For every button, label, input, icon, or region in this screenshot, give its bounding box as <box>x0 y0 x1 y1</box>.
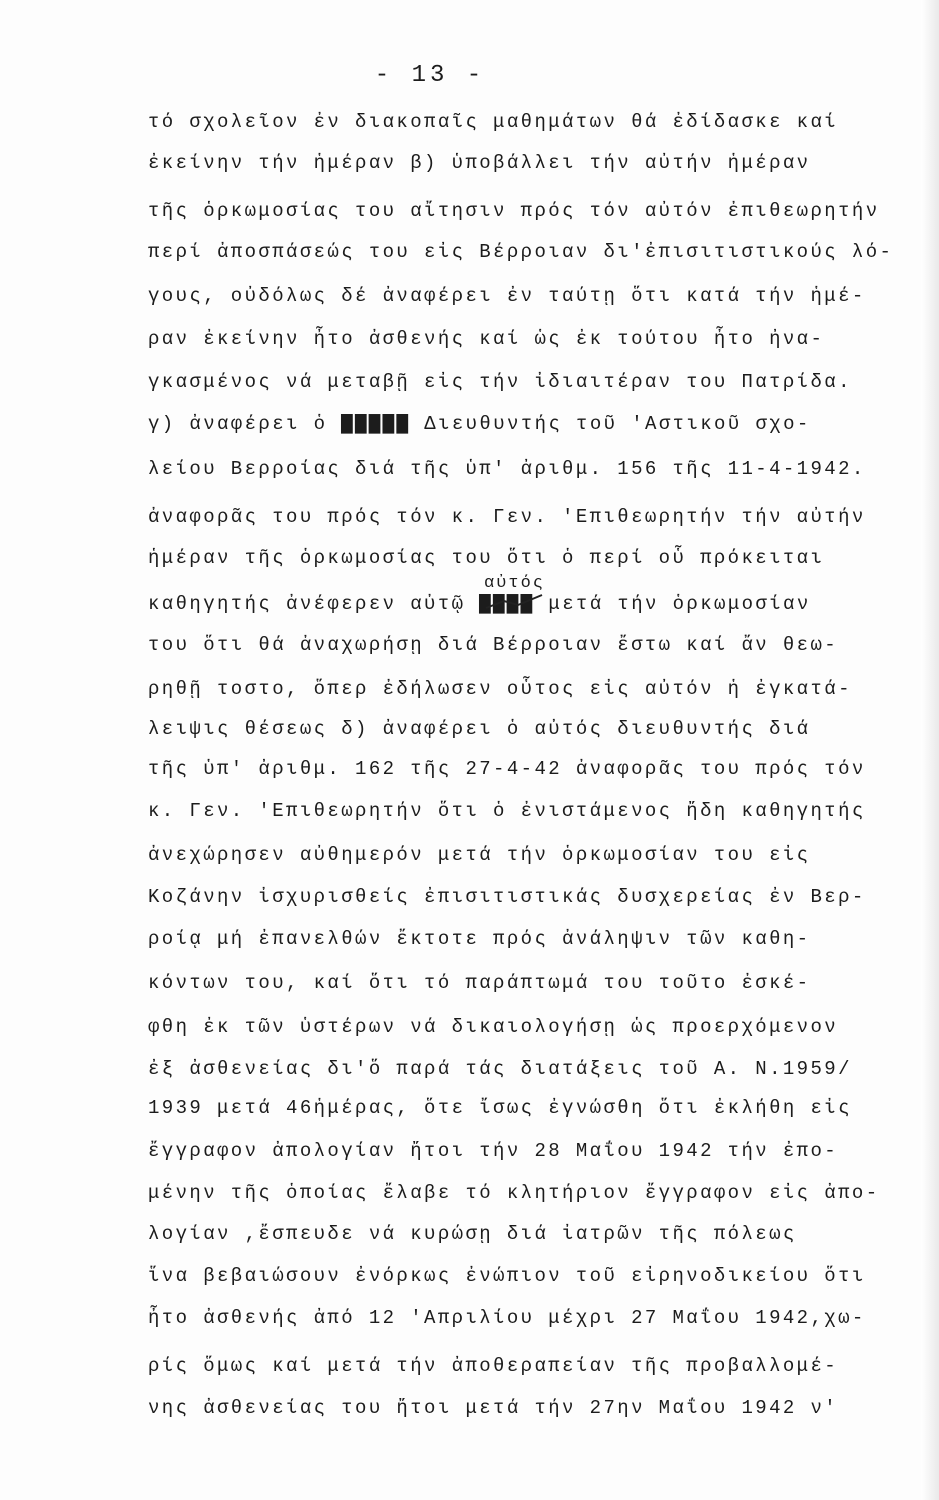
text-line: λογίαν ,ἔσπευδε νά κυρώσῃ διά ἰατρῶν τῆς πόλεως <box>148 1223 797 1245</box>
text-line: τῆς ὁρκωμοσίας του αἴτησιν πρός τόν αὐτόν ἐπιθεωρητήν <box>148 200 880 222</box>
text-line: γους, οὐδόλως δέ ἀναφέρει ἐν ταύτῃ ὅτι κατά τήν ἡμέ- <box>148 285 866 307</box>
text-line: τό σχολεῖον ἐν διακοπαῖς μαθημάτων θά ἐδίδασκε καί <box>148 111 839 133</box>
text-line: φθη ἐκ τῶν ὑστέρων νά δικαιολογήσῃ ὡς προερχόμενον <box>148 1016 839 1038</box>
text-line: κόντων του, καί ὅτι τό παράπτωμά του τοῦτο ἐσκέ- <box>148 972 811 994</box>
text-line: ἔγγραφον ἀπολογίαν ἤτοι τήν 28 Μαΐου 1942 τήν ἐπο- <box>148 1140 839 1162</box>
text-line: Κοζάνην ἰσχυρισθείς ἐπισιτιστικάς δυσχερείας ἐν Βερ- <box>148 886 866 908</box>
text-line: ἵνα βεβαιώσουν ἐνόρκως ἐνώπιον τοῦ εἰρηνοδικείου ὅτι <box>148 1265 866 1287</box>
page-number: - 13 - <box>374 62 486 89</box>
text-line: κ. Γεν. 'Επιθεωρητήν ὅτι ὁ ἐνιστάμενος ἤδη καθηγητής <box>148 800 866 822</box>
text-line: λείου Βερροίας διά τῆς ὑπ' ἀριθμ. 156 τῆς 11-4-1942. <box>148 458 866 480</box>
text-line: λειψις θέσεως δ) ἀναφέρει ὁ αὐτός διευθυντής διά <box>148 718 811 740</box>
text-line: ροίᾳ μή ἐπανελθών ἔκτοτε πρός ἀνάληψιν τῶν καθη- <box>148 928 811 950</box>
text-line: περί ἀποσπάσεώς του εἰς Βέρροιαν δι'ἐπισιτιστικούς λό- <box>148 241 894 263</box>
text-line: ρηθῇ τοστο, ὅπερ ἐδήλωσεν οὗτος εἰς αὐτόν ἡ ἐγκατά- <box>148 678 852 700</box>
text-line: ραν ἐκείνην ἦτο ἀσθενής καί ὡς ἐκ τούτου ἦτο ἠνα- <box>148 328 825 350</box>
text-line: ἀνεχώρησεν αὐθημερόν μετά τήν ὁρκωμοσίαν του εἰς <box>148 844 811 866</box>
text-line: ἡμέραν τῆς ὁρκωμοσίας του ὅτι ὁ περί οὗ πρόκειται <box>148 547 825 569</box>
text-line: ἐκείνην τήν ἡμέραν β) ὑποβάλλει τήν αὐτήν ἡμέραν <box>148 152 811 174</box>
text-line: ρίς ὅμως καί μετά τήν ἀποθεραπείαν τῆς προβαλλομέ- <box>148 1355 839 1377</box>
strike-through-mark <box>484 593 544 613</box>
text-line: μένην τῆς ὁποίας ἔλαβε τό κλητήριον ἔγγραφον εἰς ἀπο- <box>148 1182 880 1204</box>
handwritten-insertion: αὐτός <box>484 574 546 593</box>
text-line: γκασμένος νά μεταβῇ εἰς τήν ἰδιαιτέραν του Πατρίδα. <box>148 371 852 393</box>
text-line: του ὅτι θά ἀναχωρήσῃ διά Βέρροιαν ἔστω καί ἄν θεω- <box>148 634 839 656</box>
text-line: γ) ἀναφέρει ὁ ▇▇▇▇▇ Διευθυντής τοῦ 'Αστικοῦ σχο- <box>148 413 811 435</box>
text-line: τῆς ὑπ' ἀριθμ. 162 τῆς 27-4-42 ἀναφορᾶς του πρός τόν <box>148 758 866 780</box>
text-line: ἐξ ἀσθενείας δι'ὅ παρά τάς διατάξεις τοῦ Α. Ν.1959/ <box>148 1058 852 1080</box>
text-line: 1939 μετά 46ἡμέρας, ὅτε ἴσως ἐγνώσθη ὅτι ἐκλήθη εἰς <box>148 1097 852 1119</box>
text-line: καθηγητής ἀνέφερεν αὐτῷ ▇▇▇▇ μετά τήν ὁρκωμοσίαν <box>148 593 811 615</box>
text-line: νης ἀσθενείας του ἤτοι μετά τήν 27ην Μαΐου 1942 ν' <box>148 1397 839 1419</box>
text-line: ἀναφορᾶς του πρός τόν κ. Γεν. 'Επιθεωρητήν τήν αὐτήν <box>148 506 866 528</box>
text-line: ἦτο ἀσθενής ἀπό 12 'Απριλίου μέχρι 27 Μαΐου 1942,χω- <box>148 1307 866 1329</box>
